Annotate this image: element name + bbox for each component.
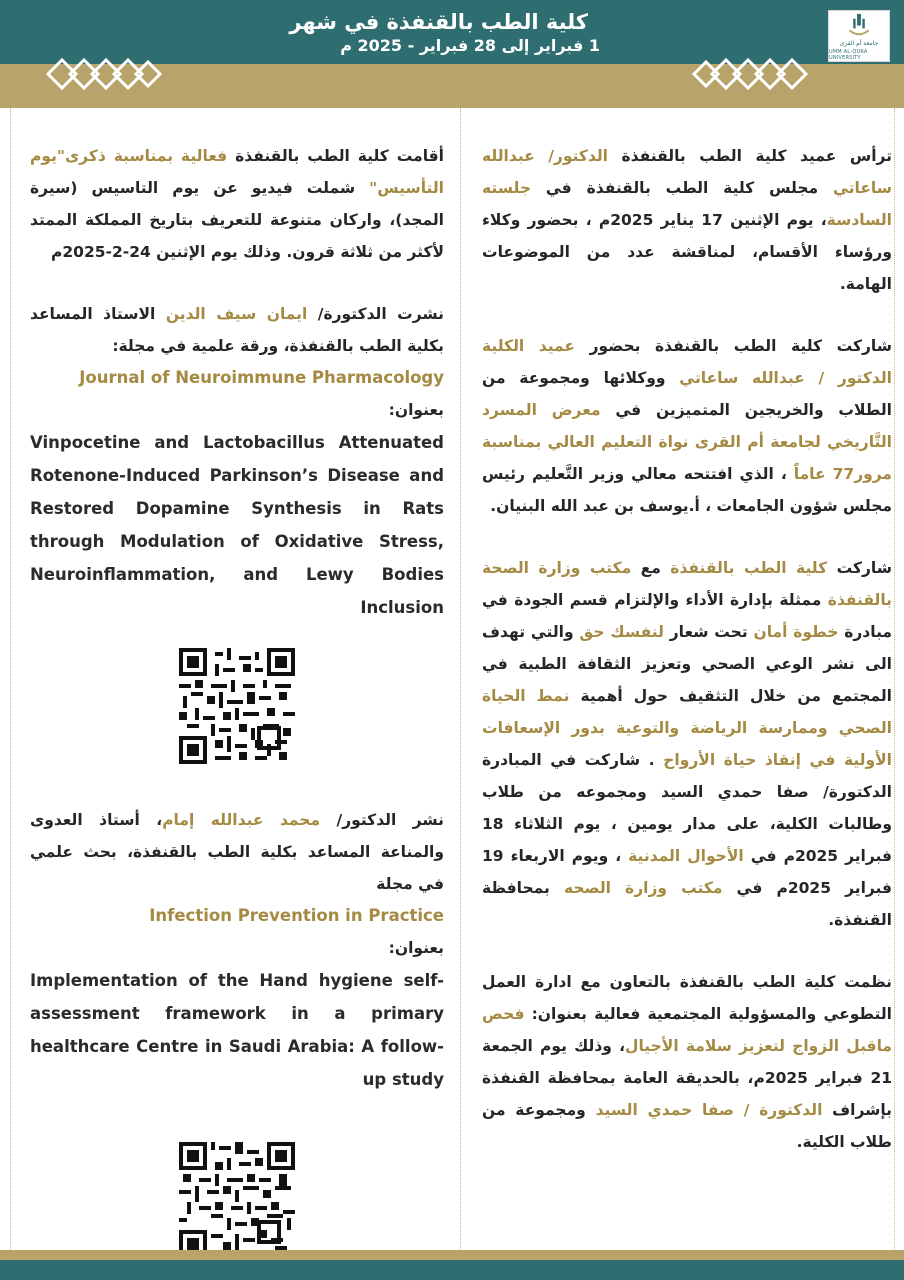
text-run: ووكلائها ومجموعة من الطلاب والخريجين المتميزين في bbox=[482, 369, 892, 419]
subject-label-2: بعنوان: bbox=[388, 939, 444, 957]
column-divider bbox=[10, 108, 11, 1258]
university-logo bbox=[828, 10, 890, 62]
text-run: تحت شعار bbox=[663, 623, 754, 641]
text-run: شاركت كلية الطب بالقنفذة بحضور bbox=[575, 337, 892, 355]
text-run: عميد الكلية الدكتور / عبدالله ساعاتي bbox=[482, 337, 892, 387]
text-run: ترأس عميد كلية الطب بالقنفذة bbox=[608, 147, 892, 165]
text-run: نظمت كلية الطب بالقنفذة بالتعاون مع ادارة العمل التطوعي والمسؤولية المجتمعية فعالية بعنوان: bbox=[482, 973, 892, 1023]
text-run: كلية الطب بالقنفذة bbox=[670, 559, 828, 577]
text-run: مجلس كلية الطب بالقنفذة في bbox=[531, 179, 834, 197]
journal-name-1: Journal of Neuroimmune Pharmacology bbox=[79, 368, 444, 387]
text-run: . شاركت في المبادرة الدكتورة/ صفا حمدي السيد ومجموعه من طلاب وطالبات الكلية، على مدار يومين ، يوم الثلاثاء 18 فبراير 2025م في bbox=[482, 751, 892, 865]
page-title: كلية الطب بالقنفذة في شهر bbox=[289, 10, 588, 34]
news-item-paper-1 bbox=[30, 298, 444, 764]
diamond-ornament-icon bbox=[690, 56, 810, 92]
text-run: ، الذي افتتحه معالي وزير التَّعليم رئيس مجلس شؤون الجامعات ، أ.يوسف بن عبد الله البنيان. bbox=[482, 465, 892, 515]
news-item-premarital-screening bbox=[482, 966, 892, 1158]
text-run: الاستاذ المساعد بكلية الطب بالقنفذة، ورقة علمية في مجلة: bbox=[30, 305, 444, 355]
text-run: شملت فيديو عن يوم التاسيس (سيرة المجد)، واركان متنوعة للتعريف بتاريخ المملكة الممتد لأكثر من ثلاثة قرون. وذلك يوم الإثنين 24-2-2025م bbox=[30, 179, 444, 261]
text-run: الأحوال المدنية bbox=[628, 847, 744, 865]
text-run: خطوة أمان bbox=[753, 623, 839, 641]
text-run: ، يوم الإثنين 17 يناير 2025م ، بحضور وكلاء ورؤساء الأقسام، لمناقشة عدد من الموضوعات الهامة. bbox=[482, 211, 892, 293]
text-run: الدكتورة / صفا حمدي السيد bbox=[595, 1101, 823, 1119]
text-run: ، أستاذ العدوى والمناعة المساعد بكلية الطب بالقنفذة، بحث علمي في مجلة bbox=[30, 811, 444, 893]
footer-gold-band bbox=[0, 1250, 904, 1260]
text-run: محمد عبدالله إمام bbox=[162, 811, 321, 829]
text-run: نمط الحياة الصحي وممارسة الرياضة والتوعية بدور الإسعافات الأولية في إنقاذ حياة الأرواح bbox=[482, 687, 892, 769]
text-run: أقامت كلية الطب بالقنفذة bbox=[227, 147, 444, 165]
text-run: نشر الدكتور/ bbox=[320, 811, 444, 829]
news-item-safety-initiative bbox=[482, 552, 892, 936]
logo-text-ar: جامعة أم القرى bbox=[839, 40, 879, 47]
text-run: ، ويوم الاربعاء 19 فبراير 2025م في bbox=[482, 847, 893, 897]
news-item-exhibition bbox=[482, 330, 892, 522]
text-run: فحص ماقبل الزواج لتعزيز سلامة الأجيال bbox=[482, 1005, 892, 1055]
text-run: ومجموعة من طلاب الكلية. bbox=[482, 1101, 892, 1151]
paper-title-1: Vinpocetine and Lactobacillus Attenuated Rotenone-Induced Parkinson’s Disease and Restored Dopamine Synthesis in Rats through Modulation of Oxidative Stress, Neuroinflammation, and Lewy Bodies Inclusion bbox=[30, 433, 444, 617]
text-run: الدكتور/ عبدالله ساعاتي bbox=[482, 147, 892, 197]
text-run: ، وذلك يوم الجمعة 21 فبراير 2025م، بالحديقة العامة بمحافظة القنفذة بإشراف bbox=[482, 1037, 893, 1119]
date-range: 1 فبراير إلى 28 فبراير - 2025 م bbox=[340, 36, 600, 55]
qr-code-icon[interactable] bbox=[179, 1142, 295, 1258]
text-run: جلسته السادسة bbox=[482, 179, 892, 229]
text-run: نشرت الدكتورة/ bbox=[307, 305, 444, 323]
qr-code-icon[interactable] bbox=[179, 648, 295, 764]
journal-name-2: Infection Prevention in Practice bbox=[149, 906, 444, 925]
paper-title-2: Implementation of the Hand hygiene self-assessment framework in a primary healthcare Centre in Saudi Arabia: A follow-up study bbox=[30, 971, 444, 1089]
paper-2-intro bbox=[30, 804, 444, 900]
column-divider bbox=[894, 108, 895, 1258]
subject-label-1: بعنوان: bbox=[388, 401, 444, 419]
text-run: بمحافظة القنفذة. bbox=[482, 879, 892, 929]
news-item-paper-2 bbox=[30, 804, 444, 1258]
news-item-council bbox=[482, 140, 892, 300]
text-run: ايمان سيف الدين bbox=[165, 305, 308, 323]
left-news-column bbox=[30, 140, 444, 1258]
logo-emblem-icon bbox=[844, 11, 874, 40]
logo-text-en: UMM AL-QURA UNIVERSITY bbox=[829, 49, 868, 61]
text-run: والتي تهدف الى نشر الوعي الصحي وتعزيز الثقافة الطبية في المجتمع من خلال التثقيف حول أهمية bbox=[482, 623, 892, 705]
text-run: معرض المسرد التَّاريخي لجامعة أم القرى نواة التعليم العالي بمناسبة مرور77 عاماً bbox=[482, 401, 892, 483]
text-run: مع bbox=[631, 559, 671, 577]
text-run: فعالية بمناسبة ذكرى"يوم التأسيس" bbox=[30, 147, 444, 197]
text-run: مكتب وزارة الصحة بالقنفذة bbox=[482, 559, 892, 609]
column-divider bbox=[460, 108, 461, 1258]
text-run: مكتب وزارة الصحه bbox=[563, 879, 723, 897]
footer-teal-band bbox=[0, 1260, 904, 1280]
paper-1-intro bbox=[30, 298, 444, 362]
text-run: لنفسك حق bbox=[579, 623, 664, 641]
diamond-ornament-icon bbox=[44, 56, 164, 92]
news-item-founding-day bbox=[30, 140, 444, 268]
right-news-column bbox=[482, 140, 892, 1188]
text-run: ممثلة بإدارة الأداء والإلتزام قسم الجودة في مبادرة bbox=[482, 591, 892, 641]
text-run: شاركت bbox=[827, 559, 892, 577]
